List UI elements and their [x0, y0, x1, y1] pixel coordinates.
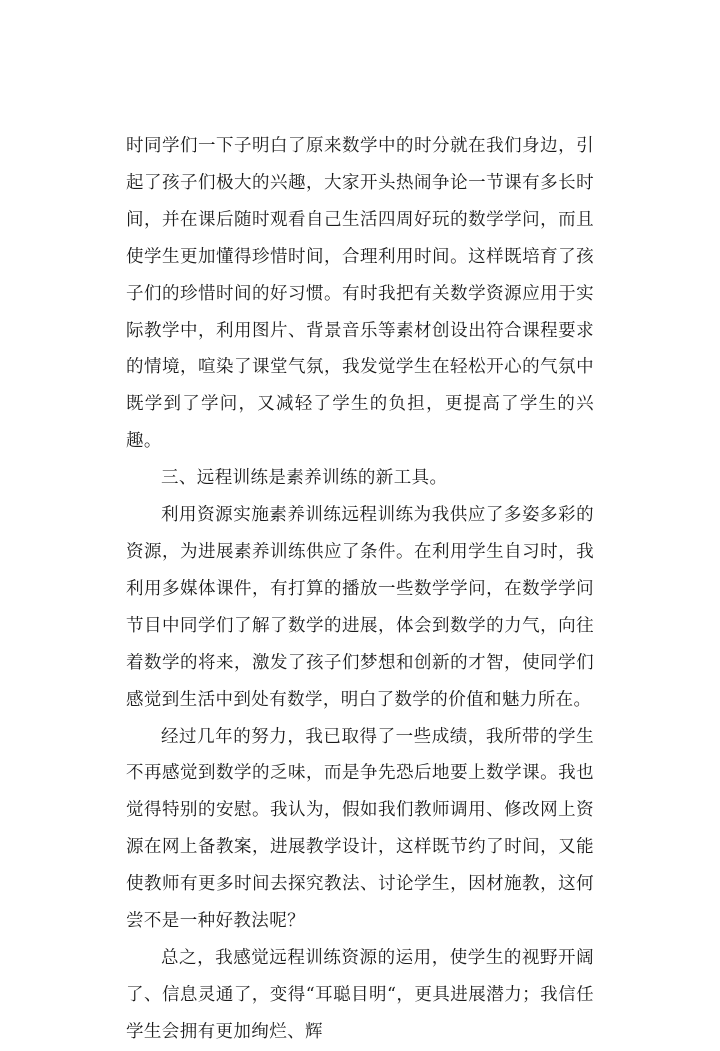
body-text [126, 128, 594, 1051]
section-heading: 三、远程训练是素养训练的新工具。 [161, 468, 448, 489]
paragraph-continuation: 时同学们一下子明白了原来数学中的时分就在我们身边，引起了孩子们极大的兴趣，大家开头热闹争论一节课有多长时间，并在课后随时观看自己生活四周好玩的数学学问，而且使学生更加懂得珍惜时间，合理利用时间。这样既培育了孩子们的珍惜时间的好习惯。有时我把有关数学资源应用于实际教学中，利用图片、背景音乐等素材创设出符合课程要求的情境，喧染了课堂气氛，我发觉学生在轻松开心的气氛中既学到了学问，又减轻了学生的负担，更提高了学生的兴趣。 [126, 136, 594, 452]
paragraph: 利用资源实施素养训练远程训练为我供应了多姿多彩的资源，为进展素养训练供应了条件。在利用学生自习时，我利用多媒体课件，有打算的播放一些数学学问，在数学学问节目中同学们了解了数学的进展，体会到数学的力气，向往着数学的将来，激发了孩子们梦想和创新的才智，使同学们感觉到生活中到处有数学，明白了数学的价值和魅力所在。 [126, 505, 594, 710]
paragraph: 总之，我感觉远程训练资源的运用，使学生的视野开阔了、信息灵通了，变得“耳聪目明“，更具进展潜力；我信任学生会拥有更加绚烂、辉 [126, 947, 594, 1042]
paragraph: 经过几年的努力，我已取得了一些成绩，我所带的学生不再感觉到数学的乏味，而是争先恐后地要上数学课。我也觉得特别的安慰。我认为，假如我们教师调用、修改网上资源在网上备教案，进展教学设计，这样既节约了时间，又能使教师有更多时间去探究教法、讨论学生，因材施教，这何尝不是一种好教法呢？ [126, 726, 594, 932]
